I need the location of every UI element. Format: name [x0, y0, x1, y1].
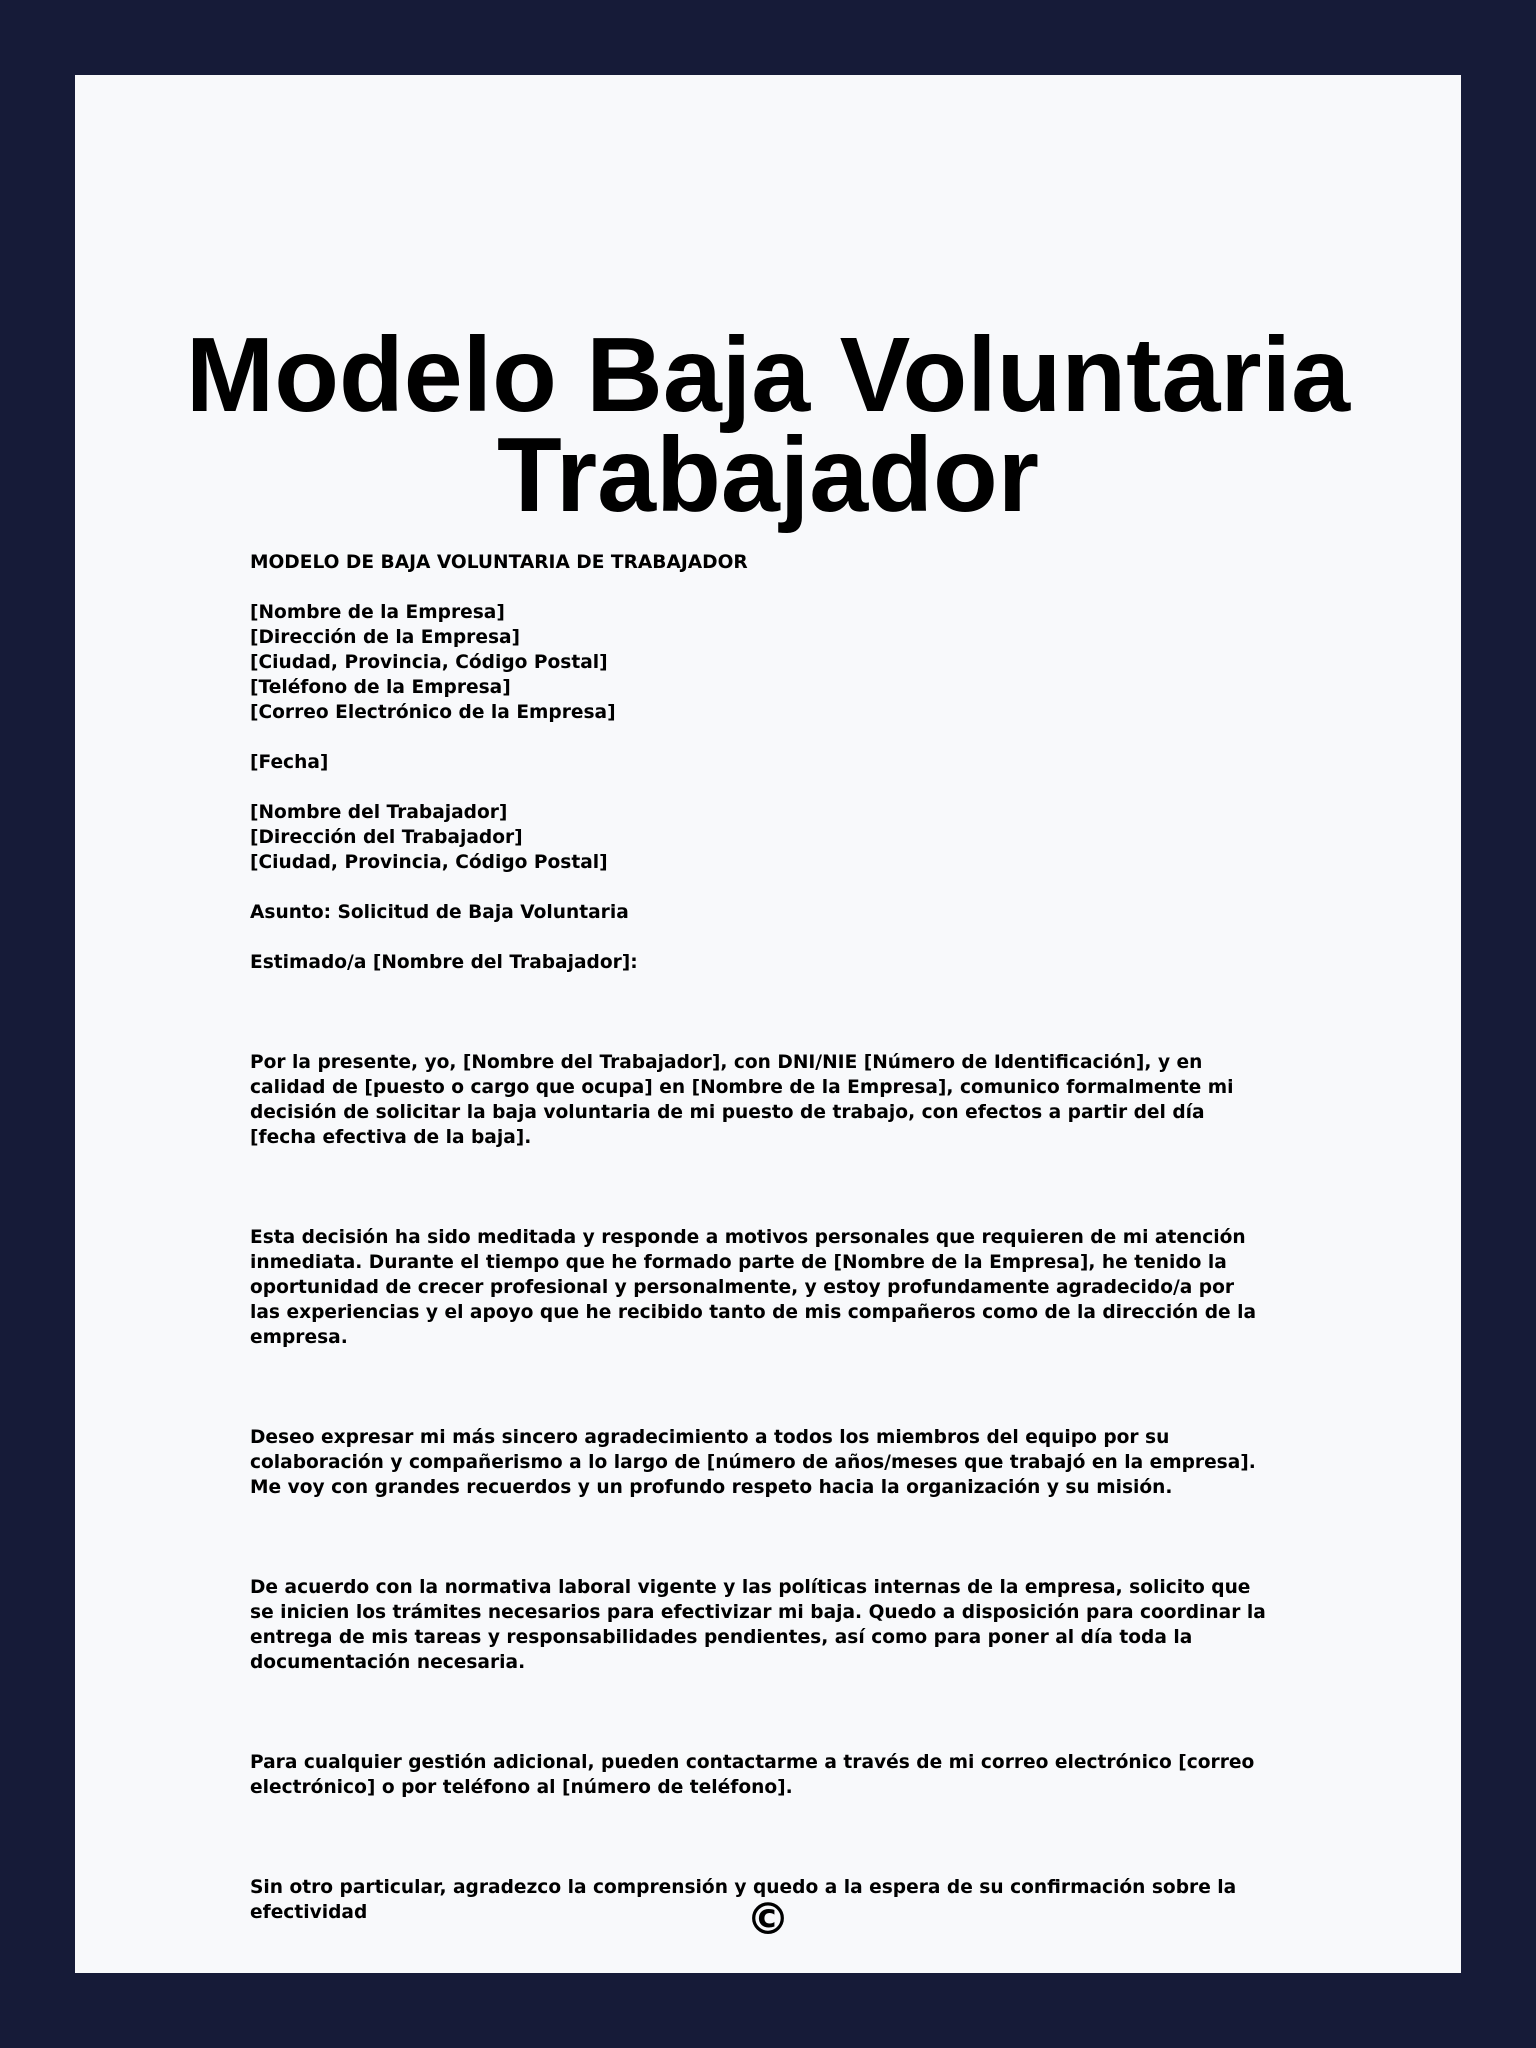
letter-date: [Fecha] — [250, 752, 329, 773]
document-title-line-2: Trabajador — [497, 416, 1039, 534]
document-title-line-1: Modelo Baja Voluntaria — [185, 316, 1351, 434]
company-address: [Dirección de la Empresa] — [250, 627, 521, 648]
paragraph-5: Para cualquier gestión adicional, pueden contactarme a través de mi correo electrónico [correo electrónico] o por teléfono al [número de teléfono]. — [250, 1752, 1255, 1798]
company-name: [Nombre de la Empresa] — [250, 602, 505, 623]
document-page — [75, 75, 1461, 1973]
letter-subject: Asunto: Solicitud de Baja Voluntaria — [250, 902, 629, 923]
paragraph-2: Esta decisión ha sido meditada y responde a motivos personales que requieren de mi atención inmediata. Durante el tiempo que he formado parte de [Nombre de la Empresa], he tenido la oportunidad de crecer profesional y personalmente, y estoy profundamente agradecido/a por las experiencias y el apoyo que he recibido tanto de mis compañeros como de la dirección de la empresa. — [250, 1227, 1257, 1348]
worker-name: [Nombre del Trabajador] — [250, 802, 508, 823]
worker-address: [Dirección del Trabajador] — [250, 827, 523, 848]
paragraph-4: De acuerdo con la normativa laboral vigente y las políticas internas de la empresa, solicito que se inicien los trámites necesarios para efectivizar mi baja. Quedo a disposición para coordinar la entrega de mis tareas y responsabilidades pendientes, así como para poner al día toda la documentación necesaria. — [250, 1577, 1266, 1673]
letter-greeting: Estimado/a [Nombre del Trabajador]: — [250, 952, 638, 973]
paragraph-6: Sin otro particular, agradezco la comprensión y quedo a la espera de su confirmación sobre la efectividad — [250, 1877, 1237, 1923]
paragraph-1: Por la presente, yo, [Nombre del Trabajador], con DNI/NIE [Número de Identificación], y en calidad de [puesto o cargo que ocupa] en [Nombre de la Empresa], comunico formalmente mi decisión de solicitar la baja voluntaria de mi puesto de trabajo, con efectos a partir del día [fecha efectiva de la baja]. — [250, 1052, 1234, 1148]
paragraph-3: Deseo expresar mi más sincero agradecimiento a todos los miembros del equipo por su colaboración y compañerismo a lo largo de [número de años/meses que trabajó en la empresa]. Me voy con grandes recuerdos y un profundo respeto hacia la organización y su misión. — [250, 1427, 1256, 1498]
letter-heading: MODELO DE BAJA VOLUNTARIA DE TRABAJADOR — [250, 552, 748, 573]
document-title — [75, 316, 1461, 534]
company-city: [Ciudad, Provincia, Código Postal] — [250, 652, 608, 673]
copyright-icon: © — [746, 1894, 790, 1945]
company-phone: [Teléfono de la Empresa] — [250, 677, 511, 698]
letter-body — [250, 550, 1270, 1925]
company-email: [Correo Electrónico de la Empresa] — [250, 702, 616, 723]
worker-city: [Ciudad, Provincia, Código Postal] — [250, 852, 608, 873]
